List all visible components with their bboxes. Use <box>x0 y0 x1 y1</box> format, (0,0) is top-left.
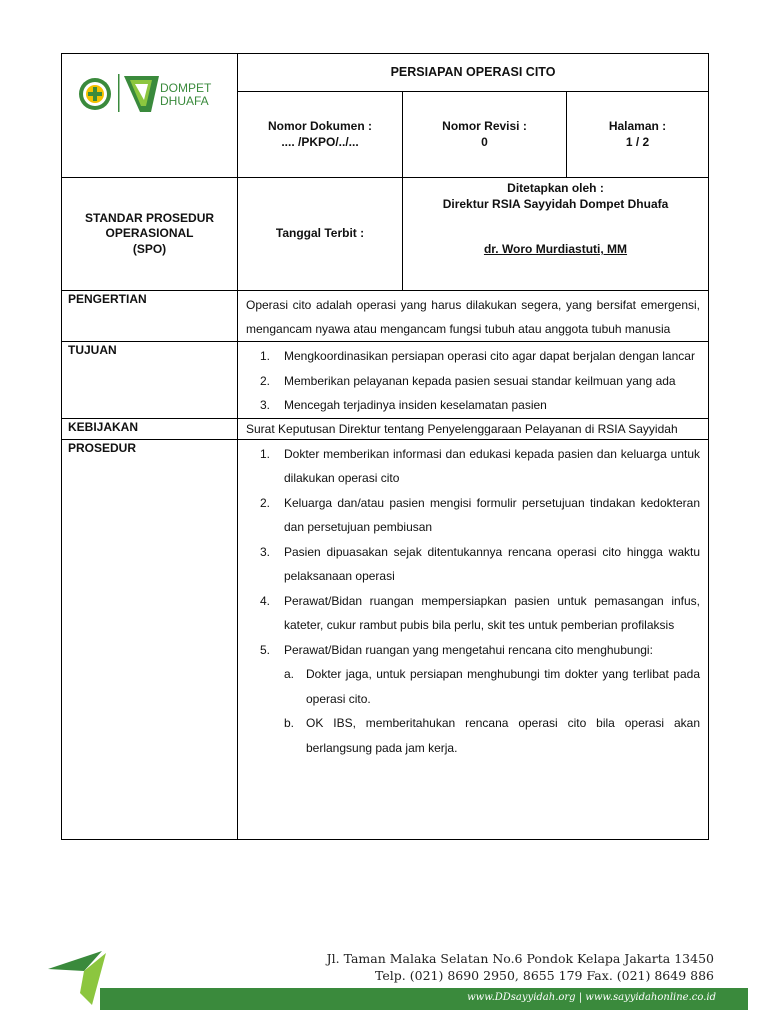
ditetapkan-nama: dr. Woro Murdiastuti, MM <box>483 242 628 257</box>
list-item <box>238 638 700 761</box>
list-item <box>238 344 700 369</box>
list-item <box>238 540 700 589</box>
prosedur-list <box>238 442 700 761</box>
item-number: 4. <box>260 593 271 608</box>
nomor-dokumen-value: .... /PKPO/../... <box>281 134 359 149</box>
ditetapkan-jabatan: Direktur RSIA Sayyidah Dompet Dhuafa <box>442 196 669 211</box>
spo-title-cell <box>62 178 238 291</box>
nomor-dokumen-label: Nomor Dokumen : <box>267 118 372 133</box>
halaman-cell <box>567 92 709 178</box>
halaman-label: Halaman : <box>608 118 667 133</box>
item-text: Perawat/Bidan ruangan mempersiapkan pasien untuk pemasangan infus, kateter, cukur rambut pubis bila perlu, skit tes untuk pemberian profilaksis <box>284 593 700 632</box>
item-number: 2. <box>260 495 271 510</box>
spo-line2: OPERASIONAL <box>105 226 194 241</box>
item-text: Pasien dipuasakan sejak ditentukannya rencana operasi cito hingga waktu pelaksanaan operasi <box>284 544 700 583</box>
sub-item-text: Dokter jaga, untuk persiapan menghubungi tim dokter yang terlibat pada operasi cito. <box>306 667 700 706</box>
ditetapkan-label: Ditetapkan oleh : <box>507 181 604 195</box>
sub-item-text: OK IBS, memberitahukan rencana operasi cito bila operasi akan berlangsung pada jam kerja. <box>306 716 700 755</box>
prosedur-label: PROSEDUR <box>62 439 238 839</box>
item-number: 5. <box>260 642 271 657</box>
org-name-line1: DOMPET <box>160 81 212 95</box>
kebijakan-label: KEBIJAKAN <box>62 418 238 439</box>
item-text: Keluarga dan/atau pasien mengisi formulir persetujuan tindakan kedokteran dan persetujuan pembiusan <box>284 495 700 534</box>
spo-document-table <box>61 53 709 840</box>
item-number: 2. <box>260 373 271 388</box>
item-number: 1. <box>260 446 271 461</box>
list-item <box>238 393 700 418</box>
list-item <box>238 589 700 638</box>
ditetapkan-cell <box>403 178 709 291</box>
pengertian-label: PENGERTIAN <box>62 291 238 342</box>
dompet-dhuafa-logo <box>62 54 238 177</box>
nomor-dokumen-cell <box>238 92 403 178</box>
item-number: 3. <box>260 544 271 559</box>
footer-contact <box>327 950 714 984</box>
list-item <box>238 369 700 394</box>
prosedur-content <box>238 439 709 839</box>
sub-item-letter: b. <box>284 716 295 730</box>
item-number: 3. <box>260 398 271 412</box>
sub-list-item <box>284 662 700 711</box>
prosedur-sub-list <box>284 662 700 760</box>
org-name-line2: DHUAFA <box>160 94 209 108</box>
sub-list-item <box>284 711 700 760</box>
tanggal-terbit-label: Tanggal Terbit : <box>238 178 403 291</box>
kebijakan-text: Surat Keputusan Direktur tentang Penyelenggaraan Pelayanan di RSIA Sayyidah <box>238 418 709 439</box>
item-number: 1. <box>260 349 271 363</box>
document-title: PERSIAPAN OPERASI CITO <box>238 54 709 92</box>
footer-address: Jl. Taman Malaka Selatan No.6 Pondok Kelapa Jakarta 13450 <box>326 951 714 966</box>
list-item <box>238 491 700 540</box>
footer-websites[interactable]: www.DDsayyidah.org | www.sayyidahonline.co.id <box>467 992 716 1003</box>
list-item <box>238 442 700 491</box>
nomor-revisi-cell <box>403 92 567 178</box>
item-text: Mencegah terjadinya insiden keselamatan pasien <box>284 398 547 412</box>
spo-line1: STANDAR PROSEDUR <box>84 210 215 225</box>
footer-phone: Telp. (021) 8690 2950, 8655 179 Fax. (021) 8649 886 <box>375 968 714 983</box>
nomor-revisi-label: Nomor Revisi : <box>442 118 527 133</box>
item-text: Memberikan pelayanan kepada pasien sesuai standar keilmuan yang ada <box>284 373 676 388</box>
item-text: Dokter memberikan informasi dan edukasi kepada pasien dan keluarga untuk dilakukan operasi cito <box>284 446 700 485</box>
tujuan-list <box>238 344 700 418</box>
logo-cell <box>62 54 238 178</box>
pengertian-text: Operasi cito adalah operasi yang harus dilakukan segera, yang bersifat emergensi, mengancam nyawa atau mengancam fungsi tubuh atau anggota tubuh manusia <box>238 291 709 342</box>
nomor-revisi-value: 0 <box>481 134 488 149</box>
spo-line3: (SPO) <box>132 241 167 256</box>
halaman-value: 1 / 2 <box>625 134 650 149</box>
item-text: Mengkoordinasikan persiapan operasi cito agar dapat berjalan dengan lancar <box>284 349 695 363</box>
sub-item-letter: a. <box>284 667 295 681</box>
item-text: Perawat/Bidan ruangan yang mengetahui rencana cito menghubungi: <box>284 642 653 657</box>
tujuan-content <box>238 342 709 419</box>
tujuan-label: TUJUAN <box>62 342 238 419</box>
